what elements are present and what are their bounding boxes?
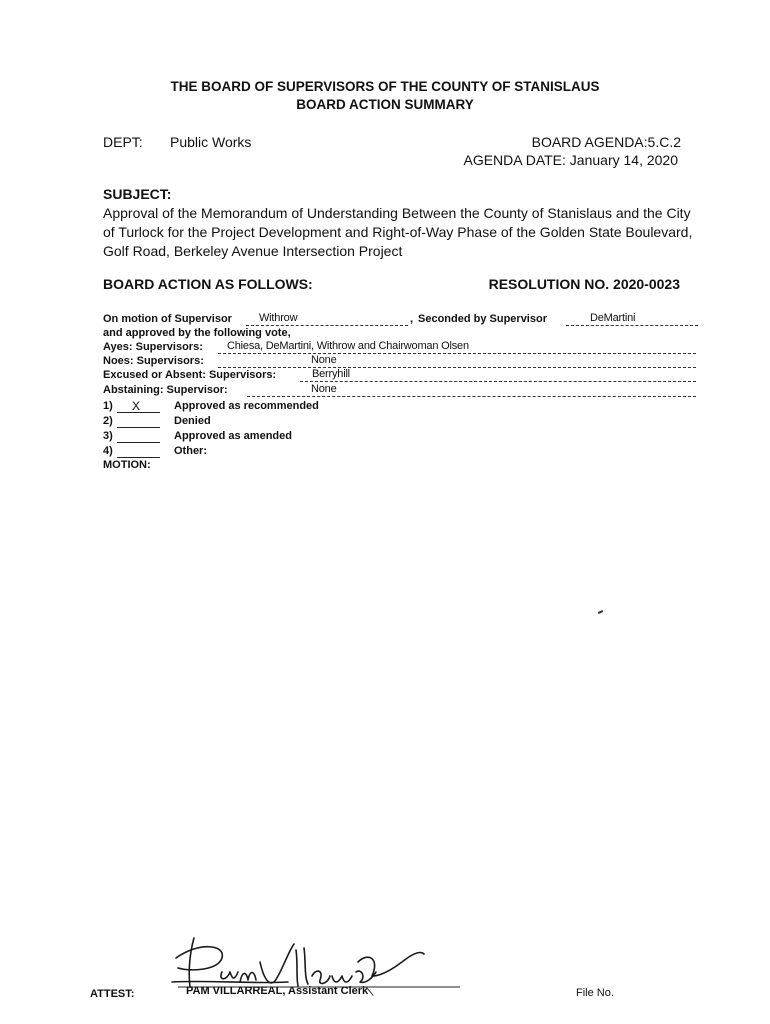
option-text: Other: [174, 445, 207, 457]
abstaining-blank [247, 396, 696, 397]
resolution-number: RESOLUTION NO. 2020-0023 [488, 276, 680, 292]
ayes-blank [218, 353, 696, 354]
subject-text: Approval of the Memorandum of Understanding Between the County of Stanislaus and the City of Turlock for the Project Development and Right-of-Way Phase of the Golden State Boulevard, Golf Road, Berkeley Avenue Intersection Project [103, 205, 693, 259]
attest-label: ATTEST: [90, 988, 135, 1000]
option-num: 4) [103, 445, 113, 457]
motion-value: Withrow [259, 312, 298, 324]
excused-label: Excused or Absent: Supervisors: [103, 369, 277, 381]
option-text: Denied [174, 415, 211, 427]
ayes-value: Chiesa, DeMartini, Withrow and Chairwoman Olsen [227, 340, 469, 352]
abstaining-value: None [311, 383, 337, 395]
excused-value: Berryhill [312, 368, 350, 380]
header-line-2: BOARD ACTION SUMMARY [296, 97, 474, 112]
clerk-name: PAM VILLARREAL, Assistant Clerk [186, 985, 369, 997]
seconded-blank [566, 325, 698, 326]
motion-label: On motion of Supervisor [103, 313, 232, 325]
approved-line: and approved by the following vote, [103, 327, 291, 339]
option-num: 3) [103, 430, 113, 442]
option-blank [117, 427, 160, 428]
excused-blank [300, 381, 696, 382]
seconded-label: Seconded by Supervisor [418, 313, 547, 325]
option-mark: X [132, 399, 141, 413]
abstaining-label: Abstaining: Supervisor: [103, 384, 228, 396]
noes-blank [218, 367, 696, 368]
noes-label: Noes: Supervisors: [103, 355, 204, 367]
option-num: 1) [103, 400, 113, 412]
board-action-heading: BOARD ACTION AS FOLLOWS: [103, 276, 313, 292]
header-line-1: THE BOARD OF SUPERVISORS OF THE COUNTY OF STANISLAUS [170, 79, 600, 94]
option-blank [117, 442, 160, 443]
seconded-value: DeMartini [590, 312, 636, 324]
option-text: Approved as amended [174, 430, 292, 442]
dept-label: DEPT: [103, 134, 143, 150]
seconded-comma: , [410, 313, 414, 325]
board-agenda: BOARD AGENDA:5.C.2 [531, 134, 681, 150]
option-text: Approved as recommended [174, 400, 319, 412]
subject-label: SUBJECT: [103, 186, 172, 202]
ayes-label: Ayes: Supervisors: [103, 341, 203, 353]
noes-value: None [311, 354, 337, 366]
agenda-date: AGENDA DATE: January 14, 2020 [463, 152, 678, 168]
option-blank [117, 457, 160, 458]
file-no-label: File No. [576, 987, 614, 999]
option-num: 2) [103, 415, 113, 427]
dept-value: Public Works [170, 134, 252, 150]
motion-blank [246, 325, 408, 326]
stray-mark [598, 610, 603, 614]
motion-field-label: MOTION: [103, 459, 151, 471]
